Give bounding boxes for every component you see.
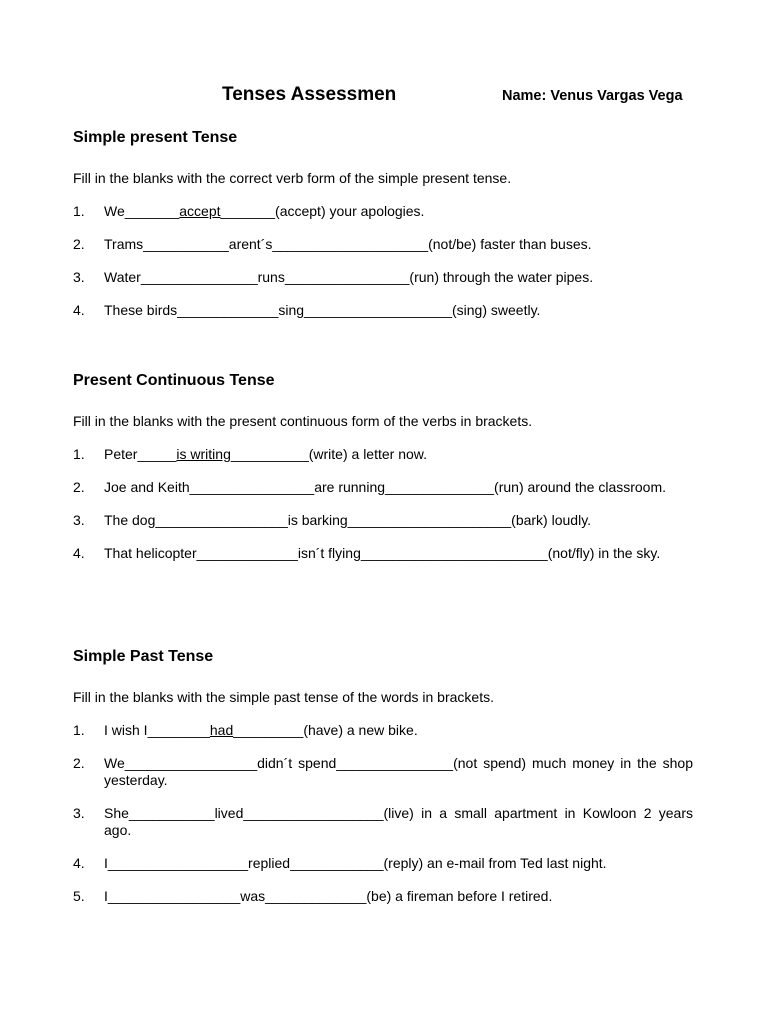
item-text-tail: (accept) your apologies. (275, 203, 425, 219)
answer-text: had (209, 722, 234, 738)
item-text (104, 446, 693, 463)
item-number: 1. (73, 203, 85, 219)
item-text (104, 722, 693, 739)
item-number: 4. (73, 855, 85, 871)
item-number: 2. (73, 479, 85, 495)
exercise-item (73, 236, 693, 253)
section-heading: Simple present Tense (73, 129, 238, 146)
exercise-list (73, 722, 693, 905)
item-text-lead: We (104, 203, 125, 219)
item-text: Trams___________arent´s____________________(not/be) faster than buses. (104, 236, 592, 252)
item-text: The dog_________________is barking_____________________(bark) loudly. (104, 512, 592, 528)
item-text-tail: (have) a new bike. (303, 722, 418, 738)
section-instruction: Fill in the blanks with the simple past tense of the words in brackets. (73, 689, 494, 705)
exercise-item (73, 446, 693, 463)
item-text-lead: I wish I (104, 722, 148, 738)
exercise-item (73, 302, 693, 319)
item-text-lead: Peter (104, 446, 138, 462)
section-present-continuous (73, 371, 693, 562)
item-text: Water_______________runs________________(run) through the water pipes. (104, 269, 594, 285)
exercise-item (73, 888, 693, 905)
item-number: 5. (73, 888, 85, 904)
blank-line: _____ (137, 446, 177, 462)
exercise-list (73, 446, 693, 562)
item-number: 3. (73, 269, 85, 285)
exercise-item (73, 203, 693, 220)
section-simple-past (73, 647, 693, 905)
item-number: 2. (73, 236, 85, 252)
blank-line: __________ (230, 446, 309, 462)
item-text: She___________lived__________________(live) in a small apartment in Kowloon 2 years ago. (104, 805, 693, 838)
item-text: We_________________didn´t spend_______________(not spend) much money in the shop yesterday. (104, 755, 693, 788)
exercise-item (73, 479, 693, 496)
item-number: 3. (73, 512, 85, 528)
item-number: 1. (73, 722, 85, 738)
section-heading: Present Continuous Tense (73, 372, 275, 389)
exercise-item (73, 545, 693, 562)
answer-text: accept (179, 203, 221, 219)
section-simple-present (73, 128, 693, 319)
item-number: 3. (73, 805, 85, 821)
section-heading: Simple Past Tense (73, 648, 214, 665)
item-number: 1. (73, 446, 85, 462)
section-instruction: Fill in the blanks with the present continuous form of the verbs in brackets. (73, 413, 533, 429)
student-name: Name: Venus Vargas Vega (502, 88, 683, 104)
item-text: These birds_____________sing___________________(sing) sweetly. (104, 302, 541, 318)
title-row (0, 84, 768, 110)
exercise-item (73, 269, 693, 286)
exercise-list (73, 203, 693, 319)
blank-line: _______ (220, 203, 276, 219)
item-number: 4. (73, 545, 85, 561)
exercise-item (73, 512, 693, 529)
item-text: I_________________was_____________(be) a fireman before I retired. (104, 888, 553, 904)
item-text: Joe and Keith________________are running______________(run) around the classroom. (104, 479, 667, 495)
exercise-item (73, 855, 693, 872)
item-text-tail: (write) a letter now. (308, 446, 428, 462)
blank-line: ________ (147, 722, 210, 738)
exercise-item (73, 722, 693, 739)
blank-line: _______ (124, 203, 180, 219)
exercise-item (73, 805, 693, 839)
answer-text: is writing (176, 446, 231, 462)
item-text: That helicopter_____________isn´t flying________________________(not/fly) in the sky. (104, 545, 661, 561)
document-title: Tenses Assessmen (222, 84, 397, 105)
item-number: 4. (73, 302, 85, 318)
item-number: 2. (73, 755, 85, 771)
exercise-item (73, 755, 693, 789)
blank-line: _________ (233, 722, 304, 738)
section-instruction: Fill in the blanks with the correct verb form of the simple present tense. (73, 170, 512, 186)
item-text (104, 203, 693, 220)
item-text: I__________________replied____________(reply) an e-mail from Ted last night. (104, 855, 607, 871)
